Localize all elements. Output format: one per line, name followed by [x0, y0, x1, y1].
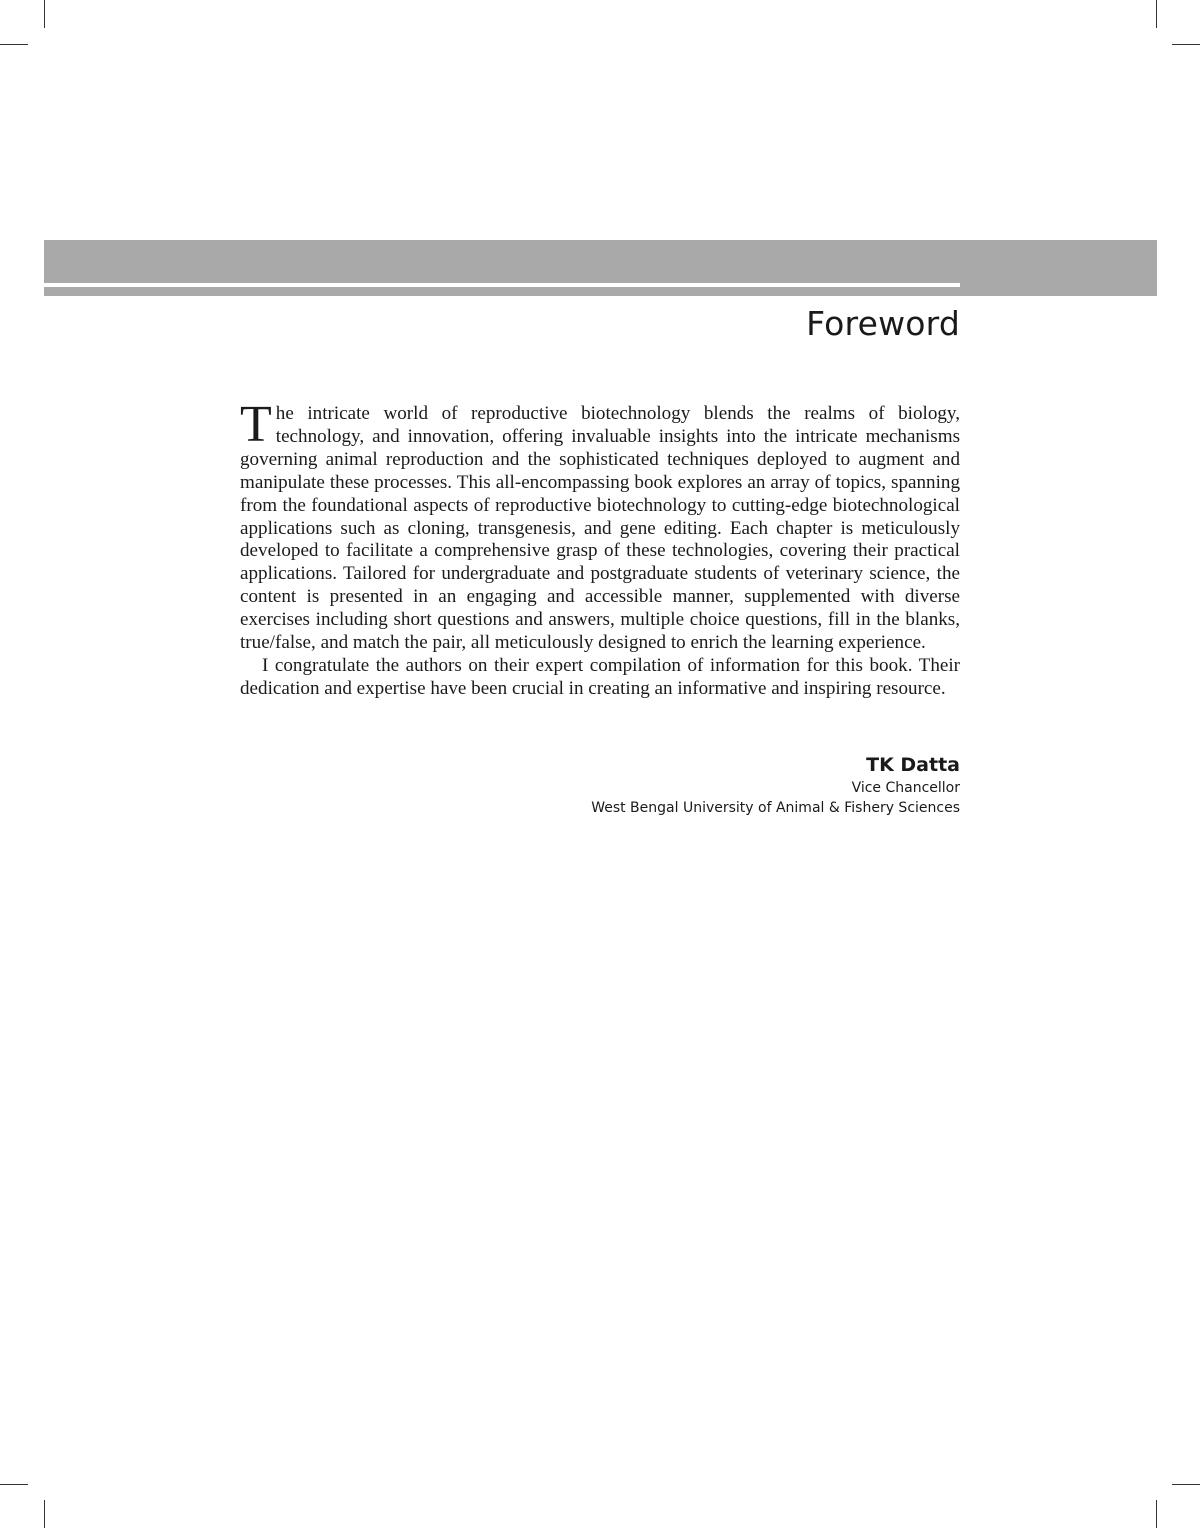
signatory-name: TK Datta: [866, 754, 960, 776]
crop-mark-top-right-vertical: [1156, 0, 1157, 28]
paragraph-1-text: he intricate world of reproductive biotechnology blends the realms of biology, technology, and innovation, offering invaluable insights into the intricate mechanisms governing animal reproduction and the sophisticated techniques deployed to augment and manipulate these processes. This all-encompassing book explores an array of topics, spanning from the foundational aspects of reproductive biotechnology to cutting-edge biotechnological applications such as cloning, transgenesis, and gene editing. Each chapter is meticulously developed to facilitate a comprehensive grasp of these technologies, covering their practical applications. Tailored for undergraduate and postgraduate students of veterinary science, the content is presented in an engaging and accessible manner, supplemented with diverse exercises including short questions and answers, multiple choice questions, fill in the blanks, true/false, and match the pair, all meticulously designed to enrich the learning experience.: [240, 403, 960, 654]
page-title: Foreword: [806, 304, 960, 343]
paragraph-2: I congratulate the authors on their expert compilation of information for this book. Their dedication and expertise have been crucial in creating an informative and inspiring resource.: [240, 654, 960, 699]
crop-mark-bottom-right-horizontal: [1172, 1484, 1200, 1485]
drop-cap: T: [240, 396, 272, 453]
header-band: [44, 240, 1157, 296]
crop-mark-top-left-horizontal: [0, 44, 28, 45]
signature-block: [591, 752, 960, 818]
crop-mark-bottom-left-vertical: [44, 1500, 45, 1528]
crop-mark-bottom-left-horizontal: [0, 1484, 28, 1485]
crop-mark-top-left-vertical: [44, 0, 45, 28]
header-rule: [44, 283, 960, 287]
paragraph-1: [240, 396, 960, 655]
crop-mark-bottom-right-vertical: [1156, 1500, 1157, 1528]
signatory-role: Vice Chancellor: [851, 780, 960, 796]
foreword-body: [240, 396, 960, 701]
crop-mark-top-right-horizontal: [1172, 44, 1200, 45]
signatory-organization: West Bengal University of Animal & Fishery Sciences: [591, 800, 960, 816]
